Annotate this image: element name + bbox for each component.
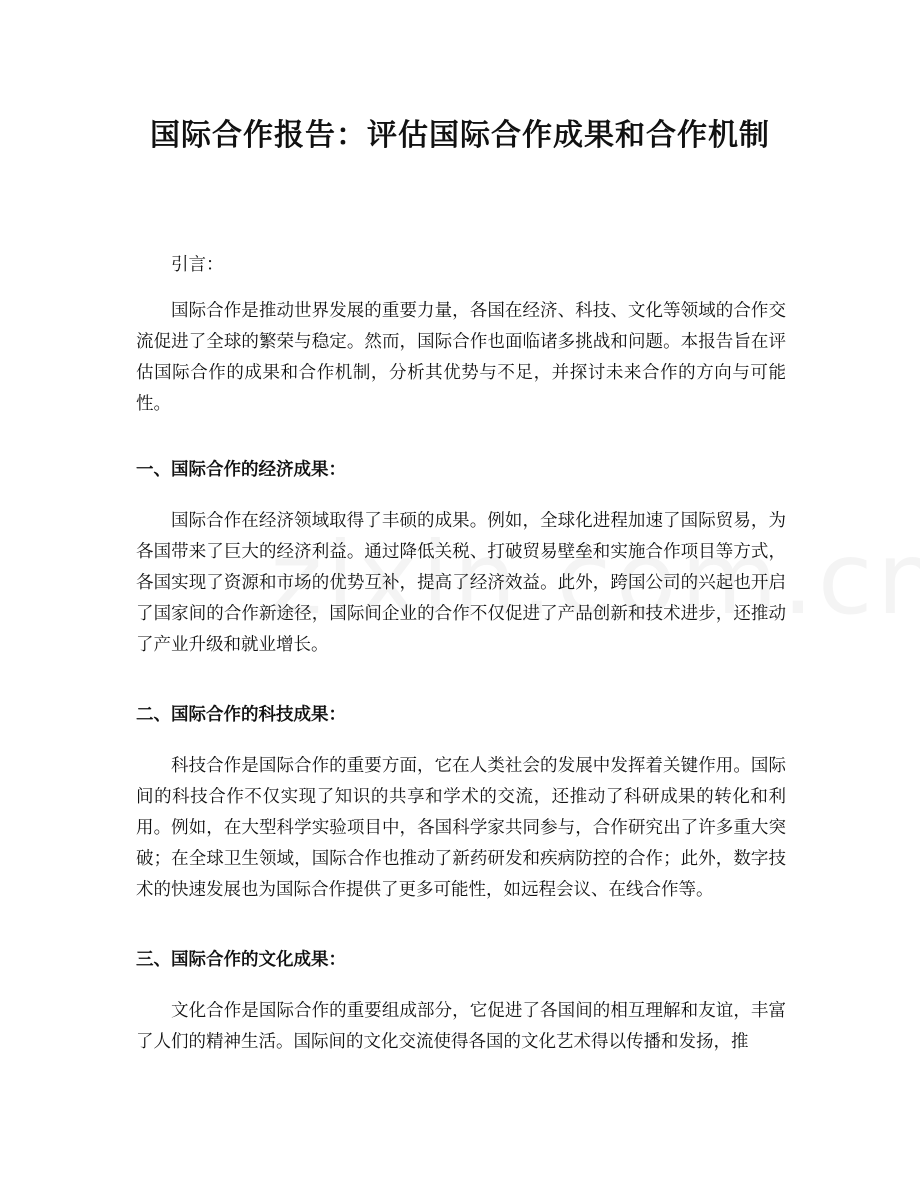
section-paragraph-economic: 国际合作在经济领域取得了丰硕的成果。例如，全球化进程加速了国际贸易，为各国带来了巨大的经济利益。通过降低关税、打破贸易壁垒和实施合作项目等方式，各国实现了资源和市场的优势互补，提高了经济效益。此外，跨国公司的兴起也开启了国家间的合作新途径，国际间企业的合作不仅促进了产品创新和技术进步，还推动了产业升级和就业增长。 — [136, 511, 786, 655]
section-heading-economic: 一、国际合作的经济成果： — [136, 460, 346, 480]
section-paragraph-technology: 科技合作是国际合作的重要方面，它在人类社会的发展中发挥着关键作用。国际间的科技合作不仅实现了知识的共享和学术的交流，还推动了科研成果的转化和利用。例如，在大型科学实验项目中，各国科学家共同参与，合作研究出了许多重大突破；在全球卫生领域，国际合作也推动了新药研发和疾病防控的合作；此外，数字技术的快速发展也为国际合作提供了更多可能性，如远程会议、在线合作等。 — [136, 756, 786, 900]
intro-label: 引言： — [171, 255, 224, 275]
section-heading-technology: 二、国际合作的科技成果： — [136, 705, 346, 725]
intro-paragraph: 国际合作是推动世界发展的重要力量，各国在经济、科技、文化等领域的合作交流促进了全球的繁荣与稳定。然而，国际合作也面临诸多挑战和问题。本报告旨在评估国际合作的成果和合作机制，分析其优势与不足，并探讨未来合作的方向与可能性。 — [136, 301, 786, 414]
section-heading-culture: 三、国际合作的文化成果： — [136, 950, 346, 970]
document-title: 国际合作报告：评估国际合作成果和合作机制 — [150, 118, 770, 153]
section-paragraph-culture: 文化合作是国际合作的重要组成部分，它促进了各国间的相互理解和友谊，丰富了人们的精神生活。国际间的文化交流使得各国的文化艺术得以传播和发扬，推 — [136, 1001, 786, 1052]
